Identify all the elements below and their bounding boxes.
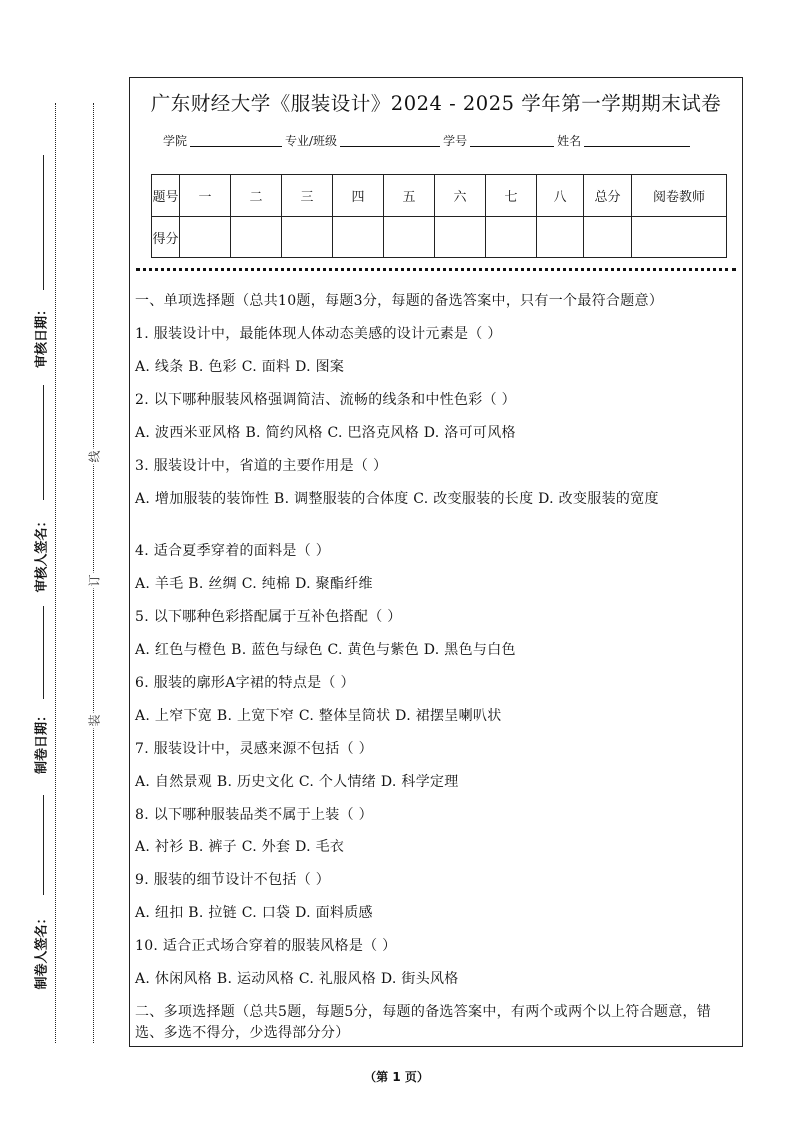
page-number: （第 1 页） <box>364 1070 429 1084</box>
binding-mark-install: 装 <box>87 714 102 727</box>
audit-date-label: 审核日期： <box>34 303 50 369</box>
score-cell[interactable] <box>231 217 282 258</box>
score-cell[interactable] <box>282 217 333 258</box>
score-table-score-row <box>152 217 727 258</box>
score-cell[interactable] <box>537 217 584 258</box>
binding-mark-bind: 订 <box>87 574 102 587</box>
dotted-separator <box>136 268 736 271</box>
question-9: 9. 服装的细节设计不包括（ ） <box>135 872 331 888</box>
score-header-cell: 四 <box>333 175 384 217</box>
question-4: 4. 适合夏季穿着的面料是（ ） <box>135 543 331 559</box>
question-10: 10. 适合正式场合穿着的服装风格是（ ） <box>135 938 397 954</box>
prep-date-label: 制卷日期： <box>34 709 50 775</box>
question-2: 2. 以下哪种服装风格强调简洁、流畅的线条和中性色彩（ ） <box>135 392 516 408</box>
score-header-cell: 五 <box>384 175 435 217</box>
question-10-options: A. 休闲风格 B. 运动风格 C. 礼服风格 D. 街头风格 <box>135 971 459 987</box>
score-cell[interactable] <box>584 217 632 258</box>
score-header-cell: 总分 <box>584 175 632 217</box>
question-2-options: A. 波西米亚风格 B. 简约风格 C. 巴洛克风格 D. 洛可可风格 <box>135 425 516 441</box>
question-3-options: A. 增加服装的装饰性 B. 调整服装的合体度 C. 改变服装的长度 D. 改变服装的宽度 <box>135 491 659 507</box>
field-label-major-class: 专业/班级 <box>285 134 338 148</box>
question-6-options: A. 上窄下宽 B. 上宽下窄 C. 整体呈筒状 D. 裙摆呈喇叭状 <box>135 708 502 724</box>
score-cell[interactable] <box>632 217 727 258</box>
score-cell[interactable] <box>180 217 231 258</box>
field-blank-student-id[interactable] <box>470 134 554 147</box>
field-label-name: 姓名 <box>557 134 582 148</box>
audit-signature-blank <box>43 385 44 500</box>
score-header-cell: 八 <box>537 175 584 217</box>
field-label-student-id: 学号 <box>443 134 468 148</box>
question-7-options: A. 自然景观 B. 历史文化 C. 个人情绪 D. 科学定理 <box>135 774 459 790</box>
score-header-cell: 题号 <box>152 175 180 217</box>
score-header-cell: 三 <box>282 175 333 217</box>
question-6: 6. 服装的廓形A字裙的特点是（ ） <box>135 675 355 691</box>
field-blank-major-class[interactable] <box>340 134 440 147</box>
question-9-options: A. 纽扣 B. 拉链 C. 口袋 D. 面料质感 <box>135 905 373 921</box>
question-4-options: A. 羊毛 B. 丝绸 C. 纯棉 D. 聚酯纤维 <box>135 576 373 592</box>
binding-mark-line: 线 <box>87 450 102 463</box>
exam-title: 广东财经大学《服装设计》2024 - 2025 学年第一学期期末试卷 <box>150 92 722 115</box>
score-row-label: 得分 <box>152 217 180 258</box>
score-cell[interactable] <box>384 217 435 258</box>
field-blank-college[interactable] <box>190 134 282 147</box>
question-3: 3. 服装设计中，省道的主要作用是（ ） <box>135 458 388 474</box>
question-1: 1. 服装设计中，最能体现人体动态美感的设计元素是（ ） <box>135 326 502 342</box>
section-1-heading: 一、单项选择题（总共10题，每题3分，每题的备选答案中，只有一个最符合题意） <box>135 293 664 309</box>
score-header-cell: 一 <box>180 175 231 217</box>
score-header-cell: 七 <box>486 175 537 217</box>
question-8: 8. 以下哪种服装品类不属于上装（ ） <box>135 807 373 823</box>
score-header-cell: 二 <box>231 175 282 217</box>
score-header-cell: 六 <box>435 175 486 217</box>
question-7: 7. 服装设计中，灵感来源不包括（ ） <box>135 741 373 757</box>
prep-signature-blank <box>43 795 44 895</box>
student-info-row <box>163 132 693 149</box>
score-cell[interactable] <box>435 217 486 258</box>
score-table <box>151 174 727 258</box>
exam-paper-frame <box>129 77 743 1047</box>
audit-date-blank <box>43 155 44 290</box>
section-2-heading: 二、多项选择题（总共5题，每题5分，每题的备选答案中，有两个或两个以上符合题意，错选、多选不得分，少选得部分分） <box>135 1004 712 1041</box>
audit-signature-label: 审核人签名： <box>34 514 50 593</box>
question-8-options: A. 衬衫 B. 裤子 C. 外套 D. 毛衣 <box>135 839 345 855</box>
field-label-college: 学院 <box>163 134 188 148</box>
score-table-header-row <box>152 175 727 217</box>
question-5-options: A. 红色与橙色 B. 蓝色与绿色 C. 黄色与紫色 D. 黑色与白色 <box>135 642 516 658</box>
field-blank-name[interactable] <box>584 134 690 147</box>
score-cell[interactable] <box>486 217 537 258</box>
prep-signature-label: 制卷人签名： <box>34 911 50 990</box>
question-1-options: A. 线条 B. 色彩 C. 面料 D. 图案 <box>135 359 345 375</box>
score-header-cell: 阅卷教师 <box>632 175 727 217</box>
question-5: 5. 以下哪种色彩搭配属于互补色搭配（ ） <box>135 609 402 625</box>
score-cell[interactable] <box>333 217 384 258</box>
binding-dotted-line-outer <box>55 103 56 1043</box>
